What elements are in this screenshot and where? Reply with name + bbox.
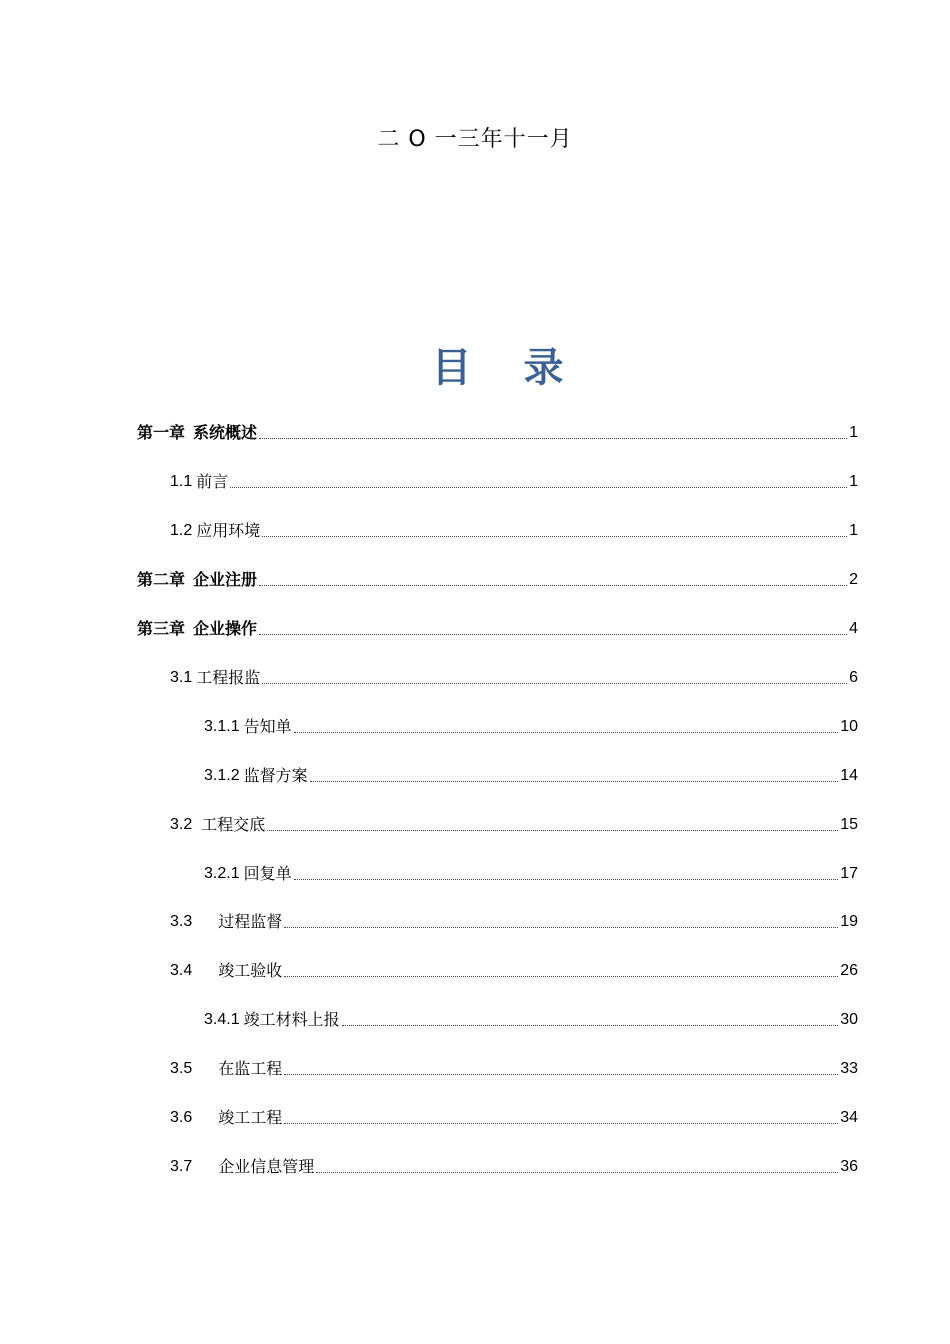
toc-entry-page: 1 [849, 522, 858, 539]
toc-entry-page: 33 [840, 1060, 858, 1077]
toc-title-right: 录 [523, 344, 564, 391]
toc-entry-1-2[interactable] [170, 516, 858, 542]
toc-entry-label: 回复单 [243, 864, 292, 883]
toc-leader [294, 879, 839, 880]
toc-entry-label: 系统概述 [193, 423, 258, 442]
toc-title-left: 目 [431, 344, 472, 391]
toc-entry-3-2[interactable] [170, 810, 858, 836]
toc-entry-number: 3.3 [170, 913, 193, 930]
toc-entry-3-5[interactable] [170, 1054, 858, 1080]
toc-entry-page: 26 [840, 962, 858, 979]
toc-entry-number: 3.1.2 [204, 767, 240, 784]
toc-entry-label: 企业信息管理 [218, 1157, 315, 1176]
toc-entry-label: 在监工程 [218, 1059, 283, 1078]
toc-entry-page: 30 [840, 1011, 858, 1028]
toc-entry-label: 企业注册 [193, 570, 258, 589]
toc-entry-page: 19 [840, 913, 858, 930]
toc-entry-1-1[interactable] [170, 467, 858, 493]
toc-leader [284, 927, 838, 928]
toc-entry-page: 4 [849, 620, 858, 637]
toc-entry-number: 3.2.1 [204, 865, 240, 882]
toc-entry-3-1[interactable] [170, 663, 858, 689]
toc-leader [342, 1025, 839, 1026]
toc-entry-page: 15 [840, 816, 858, 833]
toc-entry-page: 34 [840, 1109, 858, 1126]
toc-entry-label: 监督方案 [243, 766, 308, 785]
toc-entry-3-1-2[interactable] [204, 761, 858, 787]
toc-entry-ch3[interactable] [137, 614, 858, 640]
toc-entry-label: 工程报监 [196, 668, 261, 687]
toc-entry-page: 10 [840, 718, 858, 735]
toc-entry-page: 6 [849, 669, 858, 686]
toc-entry-number: 第二章 [137, 570, 186, 589]
toc-entry-number: 1.1 [170, 473, 193, 490]
toc-entry-page: 2 [849, 571, 858, 588]
toc-leader [316, 1172, 838, 1173]
toc-entry-number: 1.2 [170, 522, 193, 539]
toc-entry-3-6[interactable] [170, 1103, 858, 1129]
toc-entry-label: 告知单 [243, 717, 292, 736]
toc-entry-page: 17 [840, 865, 858, 882]
toc-entry-label: 竣工工程 [218, 1108, 283, 1127]
toc-entry-3-4[interactable] [170, 956, 858, 982]
toc-entry-number: 3.2 [170, 816, 193, 833]
toc-entry-number: 3.1 [170, 669, 193, 686]
toc-entry-3-4-1[interactable] [204, 1005, 858, 1031]
toc-entry-number: 3.1.1 [204, 718, 240, 735]
toc-entry-page: 36 [840, 1158, 858, 1175]
toc-leader [259, 438, 847, 439]
toc-title [0, 336, 950, 393]
toc-entry-3-1-1[interactable] [204, 712, 858, 738]
toc-entry-number: 3.7 [170, 1158, 193, 1175]
toc-entry-label: 过程监督 [218, 912, 283, 931]
toc-leader [259, 585, 847, 586]
toc-entry-label: 竣工验收 [218, 961, 283, 980]
toc-entry-page: 1 [849, 473, 858, 490]
toc-entry-number: 3.4.1 [204, 1011, 240, 1028]
toc-entry-ch2[interactable] [137, 565, 858, 591]
toc-leader [284, 1074, 838, 1075]
toc-leader [284, 1123, 838, 1124]
toc-entry-label: 竣工材料上报 [243, 1010, 340, 1029]
toc-leader [259, 634, 847, 635]
toc-entry-label: 前言 [196, 472, 229, 491]
toc-entry-number: 第一章 [137, 423, 186, 442]
toc-entry-3-2-1[interactable] [204, 859, 858, 885]
toc-entry-ch1[interactable] [137, 418, 858, 444]
toc-entry-label: 企业操作 [193, 619, 258, 638]
toc-entry-label: 工程交底 [201, 815, 266, 834]
toc-entry-number: 3.5 [170, 1060, 193, 1077]
toc-leader [284, 976, 838, 977]
toc-leader [262, 536, 847, 537]
toc-leader [267, 830, 838, 831]
toc-entry-label: 应用环境 [196, 521, 261, 540]
toc-entry-number: 第三章 [137, 619, 186, 638]
toc-leader [262, 683, 847, 684]
toc-entry-page: 1 [849, 424, 858, 441]
toc-entry-3-7[interactable] [170, 1152, 858, 1178]
toc-entry-page: 14 [840, 767, 858, 784]
toc-entry-3-3[interactable] [170, 907, 858, 933]
toc-entry-number: 3.6 [170, 1109, 193, 1126]
toc-leader [294, 732, 839, 733]
toc-leader [310, 781, 839, 782]
date-line: 二 O 一三年十一月 [377, 127, 573, 152]
toc-entry-number: 3.4 [170, 962, 193, 979]
toc-leader [230, 487, 847, 488]
